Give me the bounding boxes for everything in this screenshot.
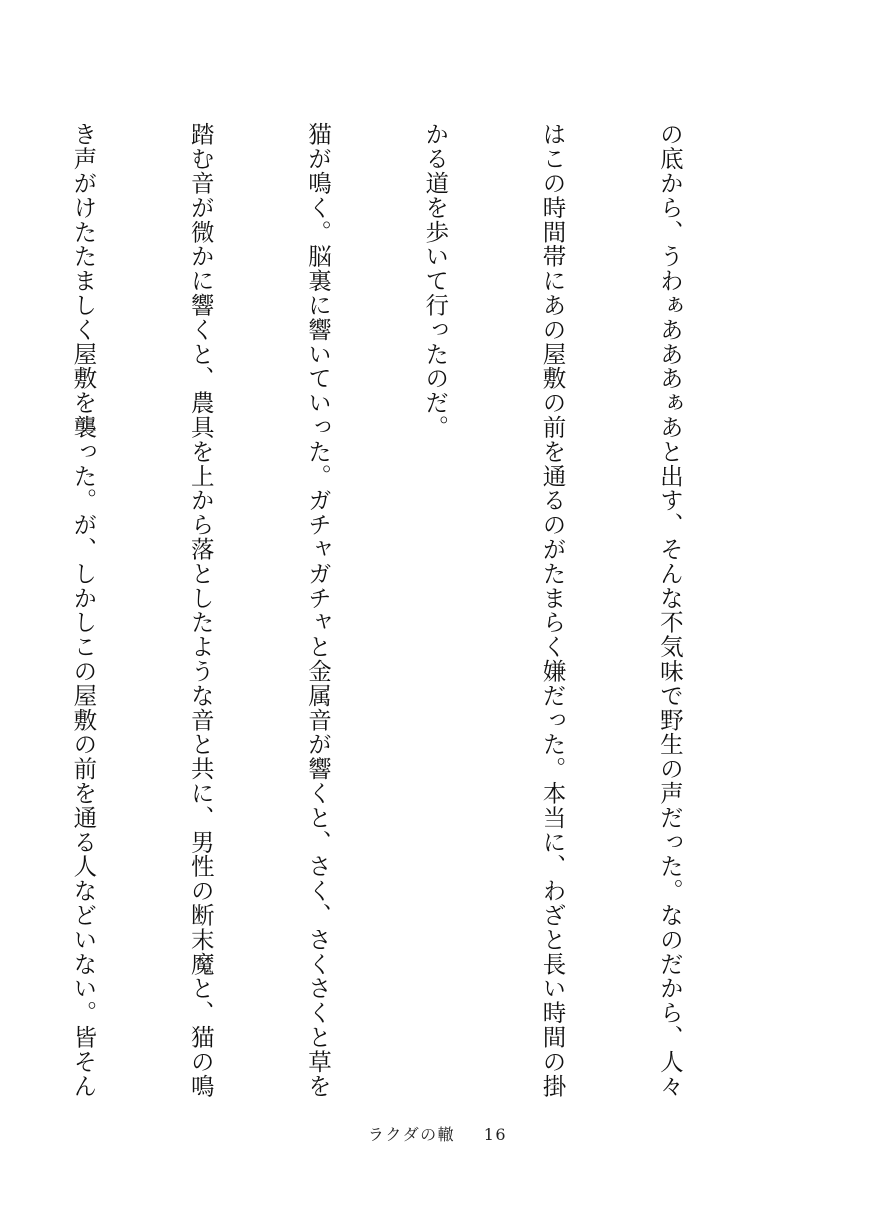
page-number: 16: [483, 1125, 508, 1144]
page-footer: [0, 1122, 875, 1145]
book-title: ラクダの轍: [367, 1125, 456, 1144]
text-line: 猫が鳴く。脳裏に響いていった。ガチャガチャと金属音が響くと、さく、さくさくと草を: [303, 122, 332, 1098]
text-line: き声がけたたましく屋敷を襲った。が、しかしこの屋敷の前を通る人などいない。皆そん: [69, 122, 98, 1098]
text-line: 踏む音が微かに響くと、農具を上から落としたような音と共に、男性の断末魔と、猫の鳴: [186, 122, 215, 1098]
text-line: かる道を歩いて行ったのだ。: [421, 122, 450, 440]
text-line: はこの時間帯にあの屋敷の前を通るのがたまらく嫌だった。本当に、わざと長い時間の掛: [538, 122, 567, 1098]
text-line: の底から、うわぁあああぁあと出す、そんな不気味で野生の声だった。なのだから、人々: [655, 122, 684, 1098]
body-text: [0, 122, 767, 1097]
